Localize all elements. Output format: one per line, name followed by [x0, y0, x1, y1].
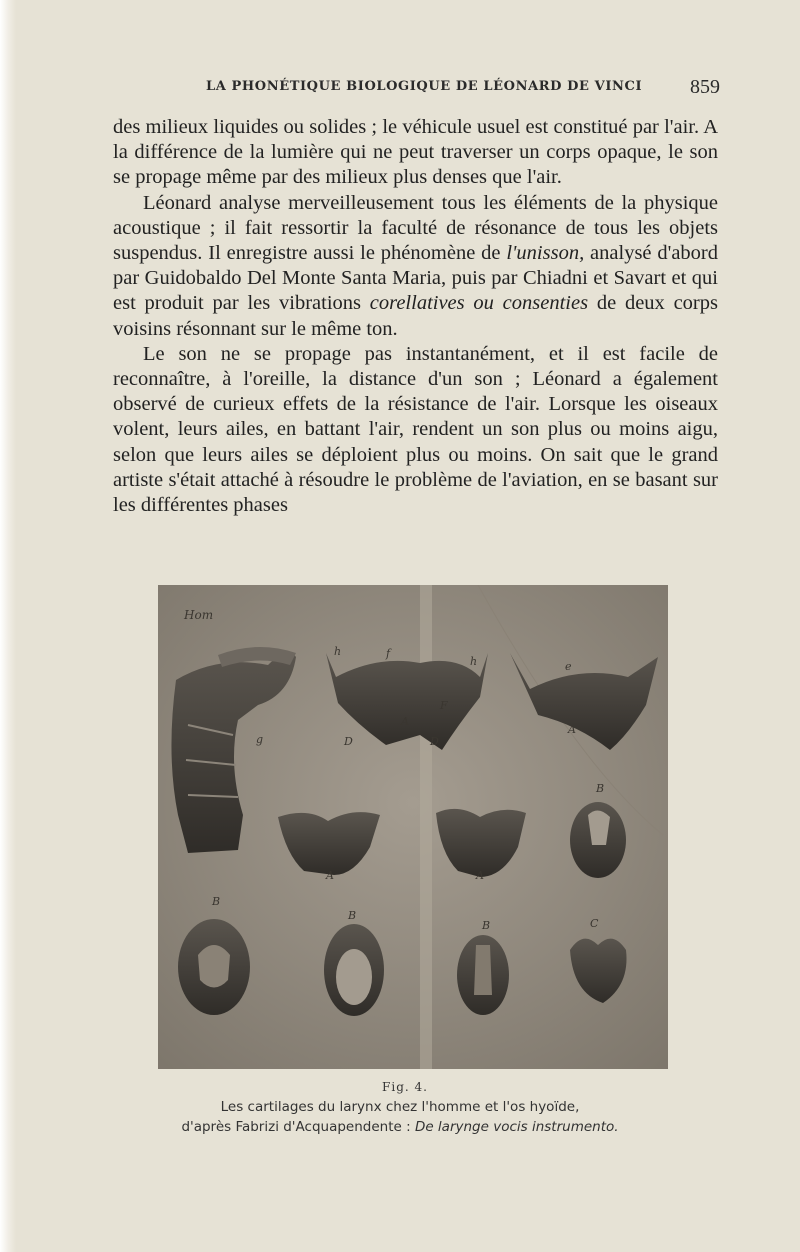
annotation-b2: B [212, 895, 221, 908]
caption-line-1: Les cartilages du larynx chez l'homme et l'os hyoïde, [220, 1099, 580, 1115]
figure-caption [0, 1080, 800, 1137]
caption-source: d'après Fabrizi d'Acquapendente : [181, 1119, 415, 1135]
figure-plate [158, 585, 668, 1069]
annotation-hom: Hom [184, 608, 214, 622]
annotation-d2: D [430, 735, 439, 748]
page-header [160, 76, 720, 100]
body-text [113, 115, 718, 518]
paragraph-2 [113, 191, 718, 342]
annotation-e: e [565, 660, 572, 673]
page-edge [0, 0, 16, 1252]
paragraph-2-text-b: analysé d'abord par Guidobaldo Del Monte Santa Maria, puis par Chiadni et Savart et qui est produit par les vibrations [113, 242, 718, 315]
page-number: 859 [690, 76, 720, 98]
annotation-f1: f [386, 647, 391, 660]
paragraph-2-text-c: de deux corps voisins résonnant sur le même ton. [113, 292, 718, 340]
caption-work-title: De larynge vocis instrumento. [414, 1119, 619, 1135]
annotation-h2: h [470, 655, 478, 668]
plate-fold [420, 585, 432, 1069]
larynx-engraving [158, 585, 668, 1069]
annotation-c1: C [590, 917, 599, 930]
annotation-a4: A [476, 869, 484, 882]
annotation-b1: B [596, 782, 605, 795]
paragraph-2-text-a: Léonard analyse merveilleusement tous les éléments de la physique acoustique ; il fait ressortir la faculté de résonance de tous les objets suspendus. Il enregistre aussi le phénomène de [113, 191, 718, 265]
unisson-term: l'unisson, [506, 242, 585, 265]
larynx-top-view-2 [324, 924, 384, 1016]
annotation-g: g [256, 733, 264, 746]
larynx-top-view-3 [457, 935, 509, 1015]
annotation-h1: h [334, 645, 342, 658]
larynx-top-view-1 [178, 919, 250, 1015]
annotation-b4: B [482, 919, 491, 932]
annotation-a3: A [326, 869, 334, 882]
annotation-a2: A [568, 723, 576, 736]
annotation-f-cap: F [440, 699, 448, 712]
vibrations-term: corellatives ou consenties [369, 292, 589, 315]
paragraph-1: des milieux liquides ou solides ; le véhicule usuel est constitué par l'air. A la différence de la lumière qui ne peut traverser un corps opaque, le son se propage même par des milieux plus denses que l'air. [113, 116, 718, 189]
arytenoid-cartilage-1 [570, 802, 626, 878]
paragraph-3: Le son ne se propage pas instantanément, et il est facile de reconnaître, à l'oreille, la distance d'un son ; Léonard a également observé de curieux effets de la résistance de l'air. Lorsque les oiseaux volent, leurs ailes, en battant l'air, rendent un son plus ou moins aigu, selon que leurs ailes se déploient plus ou moins. On sait que le grand artiste s'était attaché à résoudre le problème de l'aviation, en se basant sur les différentes phases [113, 342, 718, 517]
annotation-d1: D [344, 735, 353, 748]
annotation-b3: B [348, 909, 357, 922]
running-title: LA PHONÉTIQUE BIOLOGIQUE DE LÉONARD DE VINCI [206, 79, 643, 94]
figure-label: Fig. 4. [382, 1080, 428, 1094]
caption-line-2 [0, 1117, 800, 1137]
annotation-a1: A [401, 715, 409, 728]
